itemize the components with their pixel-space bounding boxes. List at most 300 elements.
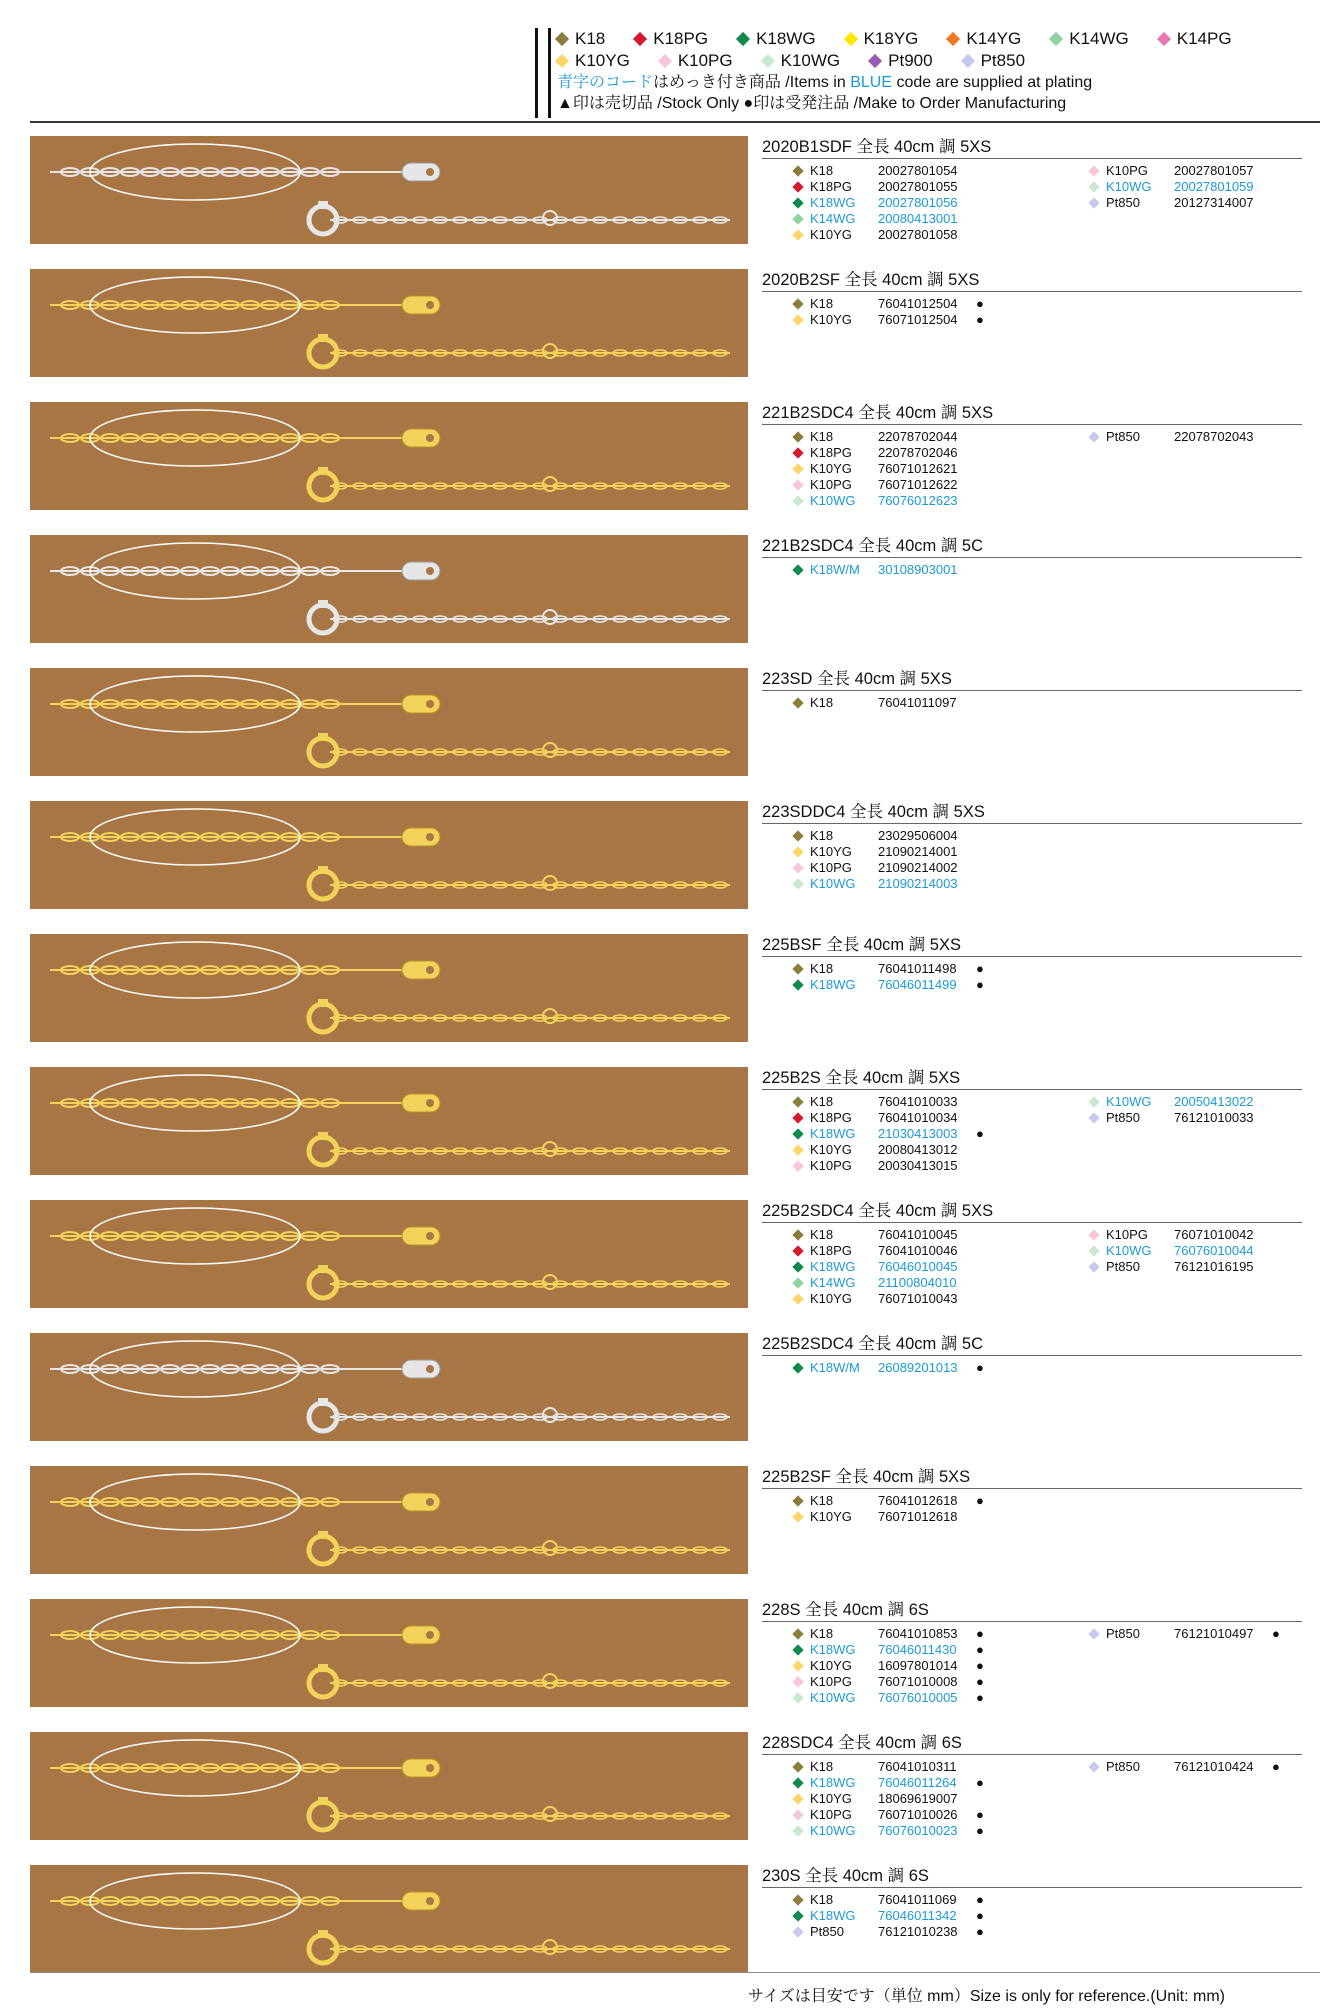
chain-photo [30,1466,748,1574]
item-code: 76041010033 [878,1094,958,1109]
item-code: 20027801055 [878,179,958,194]
metal-name: K18 [810,1892,834,1907]
legend-chip-k18yg [846,29,919,49]
code-row [762,977,984,993]
metal-name: K18WG [810,1126,856,1141]
code-row [762,876,976,892]
item-code: 30108903001 [878,562,958,577]
order-mark: ● [976,1892,984,1907]
item-code: 76046011342 [878,1908,957,1923]
product-block [30,402,1320,512]
diamond-icon [792,1692,803,1703]
legend-chip-k14wg [1051,29,1129,49]
diamond-icon [792,1793,803,1804]
code-row [762,1094,984,1110]
legend-chip-k14yg [948,29,1021,49]
code-row [762,1807,984,1823]
item-code: 20027801056 [878,195,958,210]
diamond-icon [792,830,803,841]
metal-name: K18 [810,1626,834,1641]
product-block [30,1333,1320,1443]
chain-photo [30,1865,748,1973]
legend-label: Pt900 [888,51,933,70]
metal-name: K18WG [810,1259,856,1274]
legend-row-2 [557,50,1317,72]
order-mark: ● [976,1674,984,1689]
metal-name: K10WG [810,1823,856,1838]
code-column [1058,1626,1280,1642]
item-code: 76041010311 [878,1759,957,1774]
diamond-icon [792,1261,803,1272]
product-title: 225BSF 全長 40cm 調 5XS [762,934,1302,957]
metal-name: K10YG [810,1509,852,1524]
legend-chip-k10pg [660,51,733,71]
diamond-icon [792,564,803,575]
code-column [1058,429,1272,445]
diamond-icon [792,1128,803,1139]
chain-illustration [30,934,748,1042]
diamond-icon [792,1777,803,1788]
metal-name: K10PG [810,1674,852,1689]
code-column [762,1094,984,1174]
code-row [1058,1110,1272,1126]
metal-name: K18WG [810,1642,856,1657]
legend-chip-pt900 [870,51,932,71]
stock-note: ▲印は売切品 /Stock Only ●印は受発注品 /Make to Order Manufacturing [557,95,1067,112]
product-block [30,1200,1320,1310]
diamond-icon [792,1229,803,1240]
metal-name: K18PG [810,1243,852,1258]
code-row [762,1759,984,1775]
product-title: 228SDC4 全長 40cm 調 6S [762,1732,1302,1755]
item-code: 76076010044 [1174,1243,1254,1258]
code-row [762,1275,976,1291]
diamond-icon [792,1096,803,1107]
metal-name: Pt850 [1106,429,1140,444]
diamond-icon [761,54,775,68]
item-code: 76041010045 [878,1227,958,1242]
diamond-icon [961,54,975,68]
diamond-icon [792,447,803,458]
diamond-icon [658,54,672,68]
diamond-icon [1088,1229,1099,1240]
item-code: 76076012623 [878,493,958,508]
diamond-icon [792,431,803,442]
metal-name: K18WG [810,1908,856,1923]
diamond-icon [792,213,803,224]
code-column [762,1892,984,1940]
metal-name: K10YG [810,1658,852,1673]
chain-illustration [30,535,748,643]
diamond-icon [1088,1261,1099,1272]
metal-name: K10PG [810,860,852,875]
code-row [762,828,976,844]
chain-photo [30,1067,748,1175]
code-row [762,477,976,493]
metal-name: K14WG [810,1275,856,1290]
metal-name: K18 [810,1759,834,1774]
item-code: 76041011097 [878,695,957,710]
product-info [762,1599,1302,1705]
item-code: 76071010008 [878,1674,958,1689]
diamond-icon [792,1910,803,1921]
item-code: 76041011069 [878,1892,957,1907]
diamond-icon [792,463,803,474]
chain-photo [30,668,748,776]
code-column [762,1360,984,1376]
order-mark: ● [976,1924,984,1939]
code-row [762,1243,976,1259]
code-row [762,1642,984,1658]
metal-name: K18 [810,296,834,311]
chain-illustration [30,1732,748,1840]
metal-name: Pt850 [810,1924,844,1939]
code-row [762,1259,976,1275]
order-mark: ● [976,1775,984,1790]
product-info [762,269,1302,327]
code-column [762,296,984,328]
metal-name: K10YG [810,312,852,327]
order-mark: ● [976,1807,984,1822]
item-code: 22078702043 [1174,429,1254,444]
product-title: 223SDDC4 全長 40cm 調 5XS [762,801,1302,824]
code-column [762,1493,984,1525]
chain-illustration [30,1599,748,1707]
product-block [30,668,1320,778]
legend-label: K18PG [653,29,709,48]
product-title: 225B2S 全長 40cm 調 5XS [762,1067,1302,1090]
legend-chip-k18wg [738,29,816,49]
diamond-icon [792,495,803,506]
item-code: 18069619007 [878,1791,958,1806]
legend-label: Pt850 [980,51,1026,70]
legend-label: K10YG [575,51,630,70]
code-row [762,1126,984,1142]
legend-row-1 [557,28,1317,50]
chain-illustration [30,402,748,510]
product-title: 230S 全長 40cm 調 6S [762,1865,1302,1888]
item-code: 76071012504 [878,312,958,327]
item-code: 16097801014 [878,1658,958,1673]
metal-name: K10YG [810,1291,852,1306]
diamond-icon [792,963,803,974]
item-code: 76041012504 [878,296,958,311]
diamond-icon [1088,1112,1099,1123]
code-row [1058,1759,1280,1775]
product-block [30,136,1320,246]
code-row [762,163,976,179]
diamond-icon [1088,181,1099,192]
product-block [30,1599,1320,1709]
metal-name: K18 [810,1227,834,1242]
order-mark: ● [1272,1626,1280,1641]
product-block [30,801,1320,911]
legend-chip-k10wg [763,51,841,71]
metal-name: K10YG [810,461,852,476]
product-info [762,1865,1302,1939]
chain-photo [30,1732,748,1840]
product-info [762,801,1302,891]
order-mark: ● [976,1642,984,1657]
item-code: 76071012621 [878,461,958,476]
product-block [30,1466,1320,1576]
code-row [762,1360,984,1376]
item-code: 76076010023 [878,1823,958,1838]
code-row [762,211,976,227]
code-column [762,562,976,578]
product-title: 225B2SDC4 全長 40cm 調 5XS [762,1200,1302,1223]
diamond-icon [792,979,803,990]
code-row [762,860,976,876]
product-block [30,1067,1320,1177]
diamond-icon [1049,32,1063,46]
order-mark: ● [976,961,984,976]
item-code: 76041010853 [878,1626,958,1641]
legend-chips [557,28,1317,114]
diamond-icon [946,32,960,46]
item-code: 26089201013 [878,1360,958,1375]
diamond-icon [792,697,803,708]
item-code: 23029506004 [878,828,958,843]
diamond-icon [1088,431,1099,442]
diamond-icon [633,32,647,46]
metal-name: Pt850 [1106,1110,1140,1125]
item-code: 76046010045 [878,1259,958,1274]
metal-name: K10WG [810,876,856,891]
chain-photo [30,136,748,244]
item-code: 20027801054 [878,163,958,178]
product-title: 228S 全長 40cm 調 6S [762,1599,1302,1622]
diamond-icon [792,1676,803,1687]
chain-illustration [30,668,748,776]
order-mark: ● [976,312,984,327]
product-block [30,269,1320,379]
item-code: 21090214003 [878,876,958,891]
diamond-icon [792,846,803,857]
size-footnote: サイズは目安です（単位 mm）Size is only for reference.(Unit: mm) [748,1988,1226,2005]
header-divider [30,121,1320,123]
product-info [762,1732,1302,1838]
diamond-icon [792,197,803,208]
diamond-icon [792,1144,803,1155]
order-mark: ● [976,1126,984,1141]
metal-name: K10PG [810,1158,852,1173]
chain-photo [30,934,748,1042]
diamond-icon [868,54,882,68]
product-title: 2020B1SDF 全長 40cm 調 5XS [762,136,1302,159]
code-row [762,1791,984,1807]
diamond-icon [792,1160,803,1171]
code-column [1058,1227,1272,1275]
order-mark: ● [976,296,984,311]
product-title: 221B2SDC4 全長 40cm 調 5XS [762,402,1302,425]
code-column [1058,163,1272,211]
item-code: 20027801058 [878,227,958,242]
code-column [762,429,976,509]
diamond-icon [555,32,569,46]
item-code: 76121010497 [1174,1626,1254,1641]
order-mark: ● [976,1360,984,1375]
metal-name: Pt850 [1106,1759,1140,1774]
metal-name: K10YG [810,1142,852,1157]
order-mark: ● [976,1626,984,1641]
diamond-icon [792,1825,803,1836]
code-row [762,562,976,578]
metal-name: K10YG [810,1791,852,1806]
metal-name: K18 [810,429,834,444]
code-row [1058,179,1272,195]
legend-label: K18WG [756,29,816,48]
code-row [1058,1227,1272,1243]
code-row [762,461,976,477]
diamond-icon [792,1644,803,1655]
diamond-icon [792,298,803,309]
product-title: 2020B2SF 全長 40cm 調 5XS [762,269,1302,292]
metal-name: Pt850 [1106,1259,1140,1274]
metal-name: K10WG [1106,1094,1152,1109]
chain-illustration [30,269,748,377]
metal-name: K18W/M [810,1360,860,1375]
order-mark: ● [976,1823,984,1838]
code-row [762,1158,984,1174]
metal-name: K10WG [810,1690,856,1705]
code-row [1058,1243,1272,1259]
chain-photo [30,801,748,909]
metal-name: K10WG [1106,1243,1152,1258]
diamond-icon [792,1926,803,1937]
diamond-icon [792,1761,803,1772]
code-column [762,1626,984,1706]
metal-name: K18 [810,828,834,843]
diamond-icon [792,1495,803,1506]
item-code: 22078702044 [878,429,958,444]
metal-name: K18WG [810,195,856,210]
metal-name: K18WG [810,1775,856,1790]
item-code: 21090214001 [878,844,958,859]
chain-illustration [30,1333,748,1441]
item-code: 20027801057 [1174,163,1254,178]
chain-illustration [30,1200,748,1308]
code-row [762,429,976,445]
item-code: 21100804010 [878,1275,957,1290]
product-block [30,1732,1320,1842]
plating-note-text: はめっき付き商品 /Items in [653,74,851,91]
product-info [762,136,1302,242]
code-row [762,1908,984,1924]
item-code: 20027801059 [1174,179,1254,194]
code-row [762,1110,984,1126]
code-row [762,312,984,328]
metal-name: K18PG [810,445,852,460]
item-code: 76071010042 [1174,1227,1254,1242]
code-row [762,1493,984,1509]
diamond-icon [1088,197,1099,208]
metal-name: K10YG [810,227,852,242]
code-column [762,828,976,892]
diamond-icon [792,229,803,240]
item-code: 20050413022 [1174,1094,1254,1109]
order-mark: ● [976,1690,984,1705]
metal-name: K10PG [810,1807,852,1822]
code-column [762,1227,976,1307]
chain-photo [30,1599,748,1707]
metal-name: K10PG [810,477,852,492]
order-mark: ● [976,1493,984,1508]
diamond-icon [792,862,803,873]
diamond-icon [844,32,858,46]
order-mark: ● [1272,1759,1280,1774]
legend-bars [535,28,551,118]
legend-label: K14YG [966,29,1022,48]
product-block [30,1865,1320,1975]
code-row [762,1658,984,1674]
diamond-icon [736,32,750,46]
code-column [762,961,984,993]
diamond-icon [792,1293,803,1304]
code-row [762,1775,984,1791]
metal-name: K18 [810,1493,834,1508]
code-row [762,179,976,195]
item-code: 76071012618 [878,1509,958,1524]
legend-label: K10WG [780,51,841,70]
item-code: 76071010026 [878,1807,958,1822]
code-row [762,1924,984,1940]
diamond-icon [792,1112,803,1123]
diamond-icon [792,479,803,490]
item-code: 76076010005 [878,1690,958,1705]
product-info [762,1466,1302,1524]
item-code: 76041010046 [878,1243,958,1258]
code-row [1058,1626,1280,1642]
metal-name: K18PG [810,179,852,194]
metal-name: K10YG [810,844,852,859]
legend-chip-k14pg [1159,29,1232,49]
legend-chip-k18 [557,29,605,49]
code-column [762,695,976,711]
footer-divider [30,1972,1320,1973]
diamond-icon [792,1628,803,1639]
metal-name: Pt850 [1106,195,1140,210]
item-code: 76071012622 [878,477,958,492]
code-row [762,1291,976,1307]
metal-name: K18PG [810,1110,852,1125]
code-row [762,844,976,860]
product-block [30,934,1320,1044]
legend-label: K14PG [1176,29,1232,48]
item-code: 76046011264 [878,1775,957,1790]
item-code: 21090214002 [878,860,958,875]
product-info [762,668,1302,710]
code-row [762,1674,984,1690]
item-code: 76046011499 [878,977,957,992]
code-row [1058,1094,1272,1110]
diamond-icon [792,1809,803,1820]
chain-photo [30,269,748,377]
chain-illustration [30,1466,748,1574]
code-row [762,1142,984,1158]
product-title: 225B2SDC4 全長 40cm 調 5C [762,1333,1302,1356]
metal-name: K10WG [1106,179,1152,194]
plating-note-end: code are supplied at plating [892,74,1093,91]
blue-word: BLUE [850,74,893,91]
chain-illustration [30,1865,748,1973]
chain-illustration [30,136,748,244]
chain-photo [30,535,748,643]
order-mark: ● [976,1658,984,1673]
legend-chip-pt850 [963,51,1025,71]
diamond-icon [792,1511,803,1522]
metal-name: K10PG [1106,163,1148,178]
